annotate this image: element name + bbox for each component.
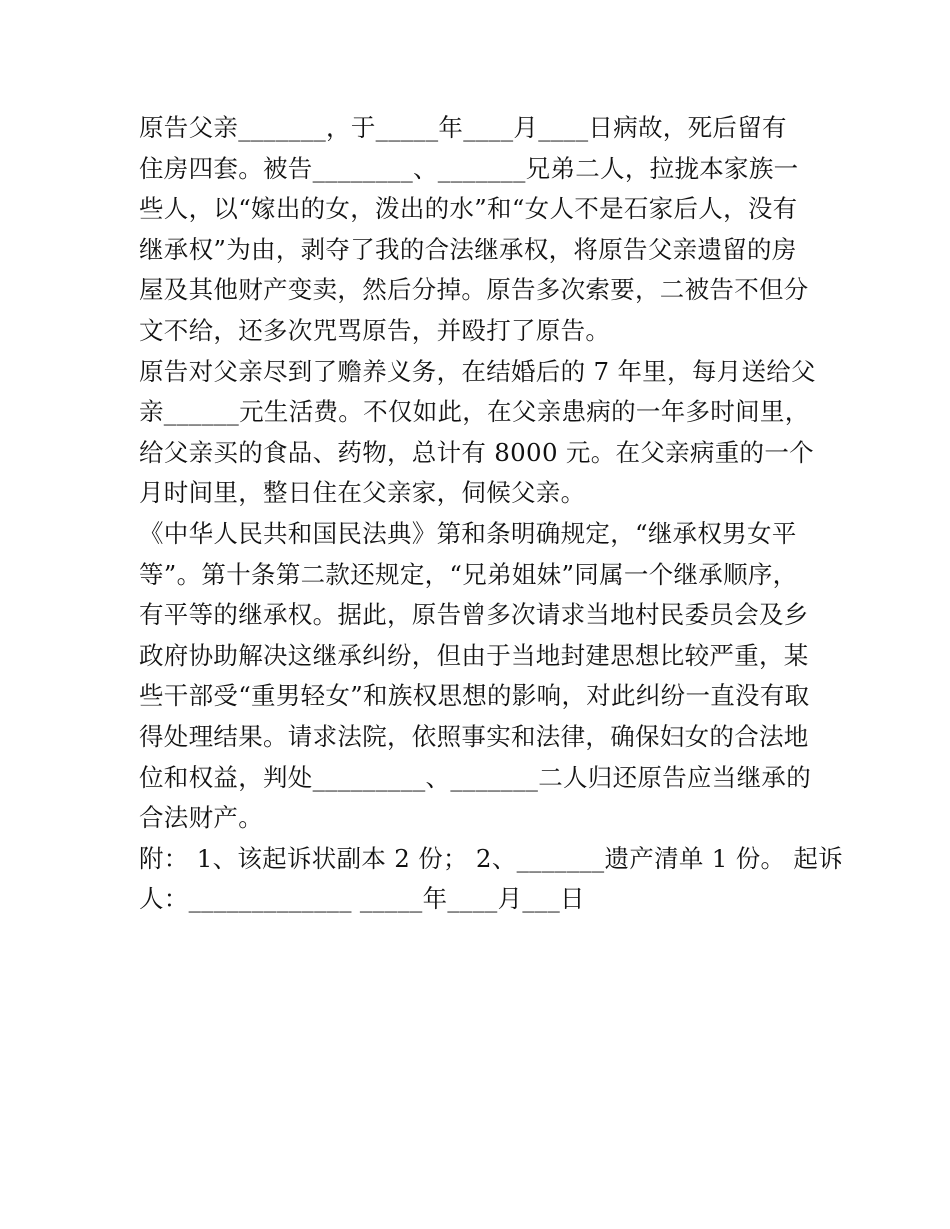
text-line: 合法财产。 <box>139 803 263 833</box>
text-line: 政府协助解决这继承纠纷，但由于当地封建思想比较严重，某 <box>139 640 809 670</box>
text-line: 得处理结果。请求法院，依照事实和法律，确保妇女的合法地 <box>139 721 809 751</box>
text-line: 亲______元生活费。不仅如此，在父亲患病的一年多时间里， <box>139 397 810 427</box>
text-line: 附： 1、该起诉状副本 2 份； 2、_______遗产清单 1 份。 起诉 <box>139 843 844 873</box>
text-line: 些人，以“嫁出的女，泼出的水”和“女人不是石家后人，没有 <box>139 194 798 224</box>
text-line: 位和权益，判处_________、_______二人归还原告应当继承的 <box>139 762 811 792</box>
text-line: 《中华人民共和国民法典》第和条明确规定，“继承权男女平 <box>139 518 797 548</box>
text-line: 有平等的继承权。据此，原告曾多次请求当地村民委员会及乡 <box>139 600 809 630</box>
text-line: 等”。第十条第二款还规定，“兄弟姐妹”同属一个继承顺序， <box>139 559 798 589</box>
text-line: 月时间里，整日住在父亲家，伺候父亲。 <box>139 478 586 508</box>
document-body <box>139 108 844 920</box>
text-line: 住房四套。被告________、_______兄弟二人，拉拢本家族一 <box>139 153 799 183</box>
text-line: 原告父亲_______，于_____年____月____日病故，死后留有 <box>139 113 787 142</box>
text-line: 给父亲买的食品、药物，总计有 8000 元。在父亲病重的一个 <box>139 437 814 467</box>
text-line: 屋及其他财产变卖，然后分掉。原告多次索要，二被告不但分 <box>139 275 809 305</box>
text-line: 些干部受“重男轻女”和族权思想的影响，对此纠纷一直没有取 <box>139 681 810 711</box>
text-line: 继承权”为由，剥夺了我的合法继承权，将原告父亲遗留的房 <box>139 234 797 264</box>
text-line: 人：_____________ _____年____月___日 <box>139 884 585 914</box>
text-line: 文不给，还多次咒骂原告，并殴打了原告。 <box>139 315 611 345</box>
text-line: 原告对父亲尽到了赡养义务，在结婚后的 7 年里，每月送给父 <box>139 356 816 386</box>
